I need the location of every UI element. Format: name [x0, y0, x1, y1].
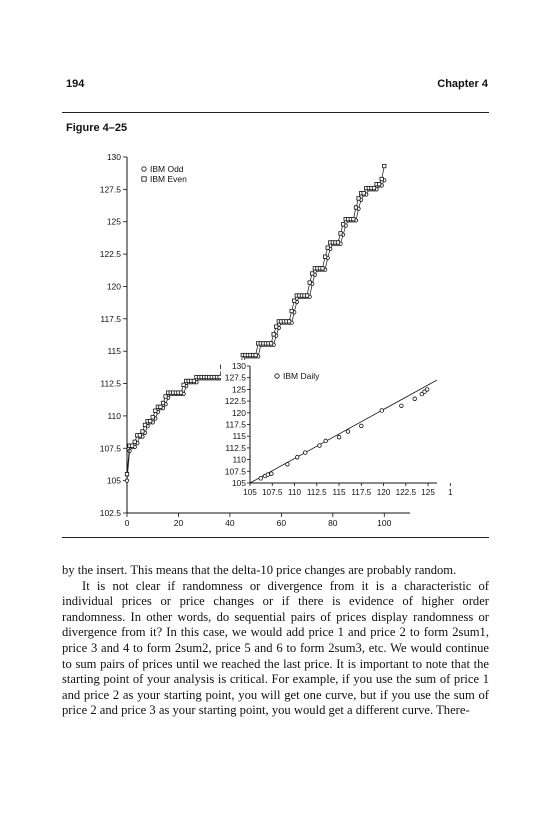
main-data-point: [308, 281, 311, 284]
main-y-tick-label: 125: [106, 216, 121, 227]
inset-data-point: [324, 439, 328, 443]
inset-data-point: [318, 444, 322, 448]
main-data-point: [269, 342, 272, 345]
inset-x-tick-label: 115: [332, 488, 346, 497]
inset-x-tick-label: 1: [448, 488, 453, 497]
main-y-tick-label: 117.5: [100, 313, 121, 324]
main-legend-marker: [142, 167, 146, 171]
main-y-tick-label: 122.5: [99, 249, 121, 260]
main-data-point: [138, 434, 141, 437]
main-data-point: [287, 320, 290, 323]
inset-data-point: [259, 477, 263, 481]
main-y-tick-label: 110: [107, 410, 121, 421]
main-data-point: [311, 272, 314, 275]
bottom-rule: [62, 537, 489, 538]
main-y-tick-label: 130: [106, 152, 121, 162]
inset-y-tick-label: 112.5: [225, 442, 246, 453]
main-data-point: [275, 325, 278, 328]
inset-data-point: [303, 451, 307, 455]
main-legend-label: IBM Odd: [150, 164, 184, 174]
main-data-point: [179, 391, 182, 394]
main-data-point: [383, 164, 386, 167]
main-data-point: [326, 246, 329, 249]
inset-x-tick-label: 112.5: [306, 488, 327, 497]
main-data-point: [164, 395, 167, 398]
main-data-point: [339, 232, 342, 235]
main-x-tick-label: 20: [173, 518, 184, 528]
main-data-point: [336, 241, 339, 244]
inset-x-tick-label: 122.5: [395, 488, 417, 497]
main-x-tick-label: 80: [328, 518, 338, 528]
main-data-point: [352, 217, 355, 220]
main-y-tick-label: 112.5: [100, 378, 121, 389]
paragraph-2: It is not clear if randomness or divergence from it is a characteristic of individual prices or price changes or if there is evidence of higher order randomness. In other words, do sequential pairs of prices display randomness or divergence from it? In this case, we would add price 1 and price 2 to form 2sum1, price 3 and 4 to form 2sum2, price 5 and 6 to form 2sum3, etc. We would continue to sum pairs of prices until we reached the last price. It is important to note that the starting point of your analysis is critical. For example, if you use the sum of price 1 and price 2 as your starting point, you will get one curve, but if you use the sum of price 2 and price 3 as your starting point, you would get a different curve. There-: [62, 578, 489, 718]
main-data-point: [354, 206, 357, 209]
body-text: [62, 563, 489, 719]
main-data-point: [362, 192, 365, 195]
inset-data-point: [400, 404, 404, 408]
main-data-point: [151, 416, 154, 419]
main-y-tick-label: 102.5: [99, 508, 121, 518]
inset-legend-label: IBM Daily: [283, 371, 320, 381]
inset-data-point: [295, 455, 299, 459]
main-data-point: [305, 294, 308, 297]
main-legend-marker: [142, 177, 146, 181]
main-data-point: [380, 177, 383, 180]
main-data-point: [290, 309, 293, 312]
inset-y-tick-label: 127.5: [224, 372, 246, 383]
inset-data-point: [360, 424, 364, 428]
main-x-tick-label: 60: [276, 518, 287, 528]
main-data-point: [154, 409, 157, 412]
main-data-point: [182, 383, 185, 386]
main-data-point: [377, 182, 380, 185]
main-data-point: [125, 479, 128, 482]
main-x-tick-label: 100: [377, 518, 392, 528]
main-data-point: [161, 401, 164, 404]
inset-data-point: [286, 462, 290, 466]
paragraph-1: by the insert. This means that the delta-10 price changes are probably random.: [62, 563, 457, 577]
inset-x-tick-label: 105: [243, 488, 257, 497]
main-data-point: [141, 430, 144, 433]
inset-data-point: [413, 397, 417, 401]
inset-data-point: [346, 430, 350, 434]
main-y-tick-label: 105: [106, 475, 121, 486]
main-data-point: [341, 223, 344, 226]
main-data-point: [159, 405, 162, 408]
main-x-tick-label: 0: [124, 518, 130, 528]
inset-x-tick-label: 125: [421, 488, 435, 497]
main-x-tick-label: 40: [225, 518, 235, 528]
inset-y-tick-label: 125: [231, 384, 246, 395]
inset-y-tick-label: 105: [231, 478, 246, 488]
inset-y-tick-label: 122.5: [224, 396, 246, 407]
main-data-point: [254, 353, 257, 356]
inset-y-tick-label: 115: [232, 431, 246, 442]
main-data-point: [218, 375, 221, 378]
main-data-point: [192, 379, 195, 382]
inset-data-point: [337, 435, 341, 439]
main-y-tick-label: 120: [106, 281, 121, 292]
main-y-tick-label: 127.5: [99, 184, 121, 195]
inset-legend-marker: [275, 374, 279, 378]
main-y-tick-label: 115: [107, 346, 121, 357]
inset-data-point: [270, 472, 274, 476]
inset-data-point: [266, 473, 270, 477]
main-legend-label: IBM Even: [150, 174, 187, 184]
inset-y-tick-label: 110: [232, 454, 246, 465]
main-data-point: [130, 444, 133, 447]
main-data-point: [293, 299, 296, 302]
chapter-title: Chapter 4: [437, 78, 488, 90]
main-data-point: [272, 333, 275, 336]
main-data-point: [125, 472, 128, 475]
main-data-point: [143, 423, 146, 426]
inset-data-point: [425, 388, 429, 392]
main-data-point: [357, 197, 360, 200]
main-data-point: [321, 267, 324, 270]
main-data-point: [372, 186, 375, 189]
inset-data-point: [380, 409, 384, 413]
figure-label: Figure 4–25: [66, 122, 128, 134]
page-number: 194: [66, 78, 85, 90]
inset-y-tick-label: 120: [231, 407, 246, 418]
inset-y-tick-label: 107.5: [224, 466, 246, 477]
main-data-point: [323, 255, 326, 258]
inset-y-tick-label: 117.5: [225, 419, 246, 430]
main-y-tick-label: 107.5: [99, 443, 121, 454]
inset-x-tick-label: 117.5: [351, 488, 372, 497]
inset-y-tick-label: 130: [231, 361, 246, 371]
inset-x-tick-label: 107.5: [262, 488, 283, 497]
main-data-point: [133, 440, 136, 443]
inset-x-tick-label: 120: [376, 488, 391, 497]
inset-x-tick-label: 110: [287, 488, 302, 497]
main-data-point: [148, 419, 151, 422]
